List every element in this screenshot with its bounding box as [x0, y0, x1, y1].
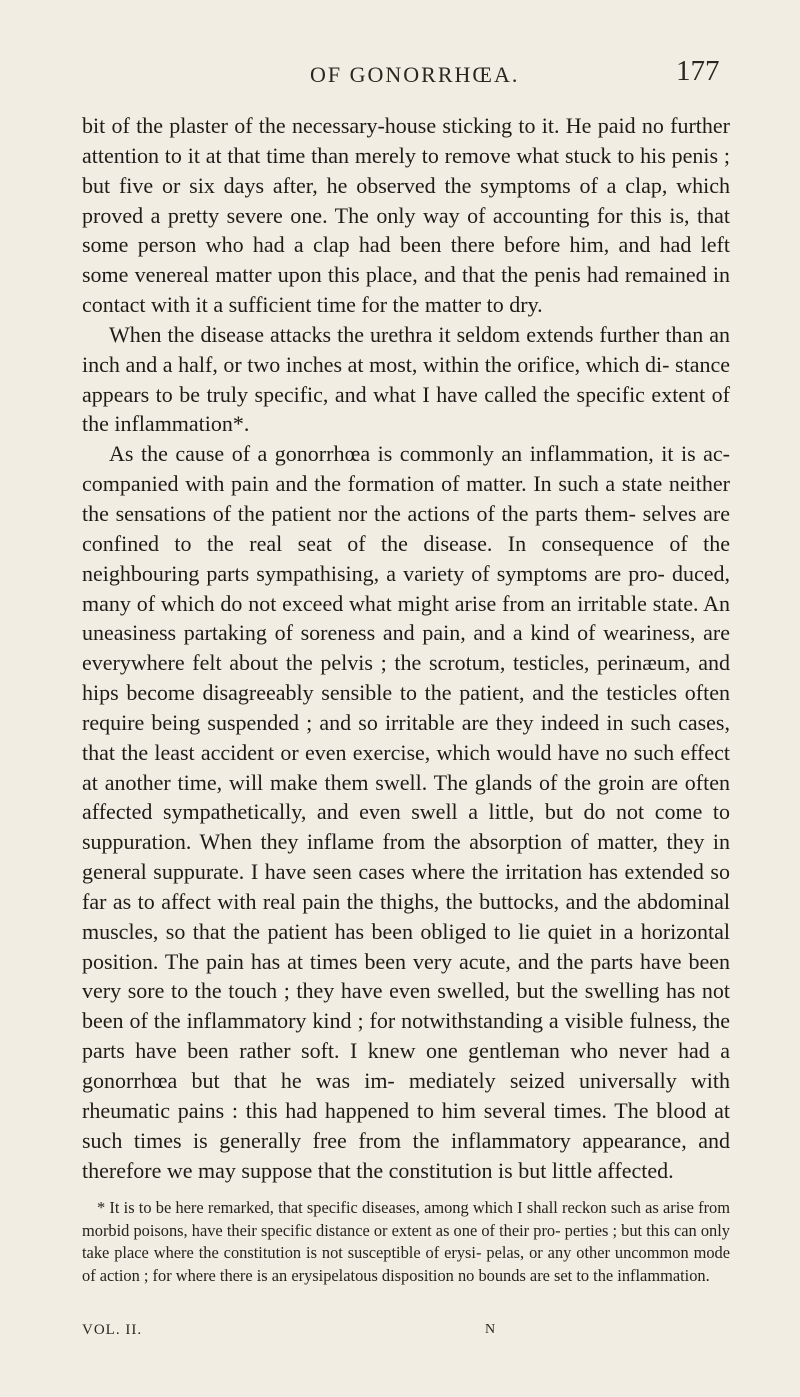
signature-mark: N	[485, 1322, 496, 1337]
running-head: OF GONORRHŒA.	[310, 62, 520, 87]
page-number: 177	[676, 55, 720, 87]
footnote	[82, 1197, 730, 1287]
paragraph-3: As the cause of a gonorrhœa is commonly an inflammation, it is ac- companied with pain and the formation of matter. In such a state neither the sensations of the patient nor the actions of the parts them- selves are confined to the real seat of the disease. In consequence of the neighbouring parts sympathising, a variety of symptoms are pro- duced, many of which do not exceed what might arise from an irritable state. An uneasiness partaking of soreness and pain, and a kind of weariness, are everywhere felt about the pelvis ; the scrotum, testicles, perinæum, and hips become disagreeably sensible to the patient, and the testicles often require being suspended ; and so irritable are they indeed in such cases, that the least accident or even exercise, which would have no such effect at another time, will make them swell. The glands of the groin are often affected sympathetically, and even swell a little, but do not come to suppuration. When they inflame from the absorption of matter, they in general suppurate. I have seen cases where the irritation has extended so far as to affect with real pain the thighs, the buttocks, and the abdominal muscles, so that the patient has been obliged to lie quiet in a horizontal position. The pain has at times been very acute, and the parts have been very sore to the touch ; they have even swelled, but the swelling has not been of the inflammatory kind ; for notwithstanding a visible fulness, the parts have been rather soft. I knew one gentleman who never had a gonorrhœa but that he was im- mediately seized universally with rheumatic pains : this had happened to him several times. The blood at such times is generally free from the inflammatory appearance, and therefore we may suppose that the constitution is but little affected.	[82, 441, 730, 1183]
footnote-text: * It is to be here remarked, that specific diseases, among which I shall reckon such as arise from morbid poisons, have their specific distance or extent as one of their pro- perties ; but this can only take place where the constitution is not susceptible of erysi- pelas, or any other uncommon mode of action ; for where there is an erysipelatous disposition no bounds are set to the inflammation.	[82, 1198, 730, 1285]
paragraph-1: bit of the plaster of the necessary-house sticking to it. He paid no further attention to it at that time than merely to remove what stuck to his penis ; but five or six days after, he observed the symptoms of a clap, which proved a pretty severe one. The only way of accounting for this is, that some person who had a clap had been there before him, and had left some venereal matter upon this place, and that the penis had remained in contact with it a sufficient time for the matter to dry.	[82, 113, 730, 318]
body-text	[82, 111, 730, 1185]
paragraph-2: When the disease attacks the urethra it seldom extends further than an inch and a half, or two inches at most, within the orifice, which di- stance appears to be truly specific, and what I have called the specific extent of the inflammation*.	[82, 321, 730, 437]
volume-label: VOL. II.	[82, 1322, 143, 1338]
